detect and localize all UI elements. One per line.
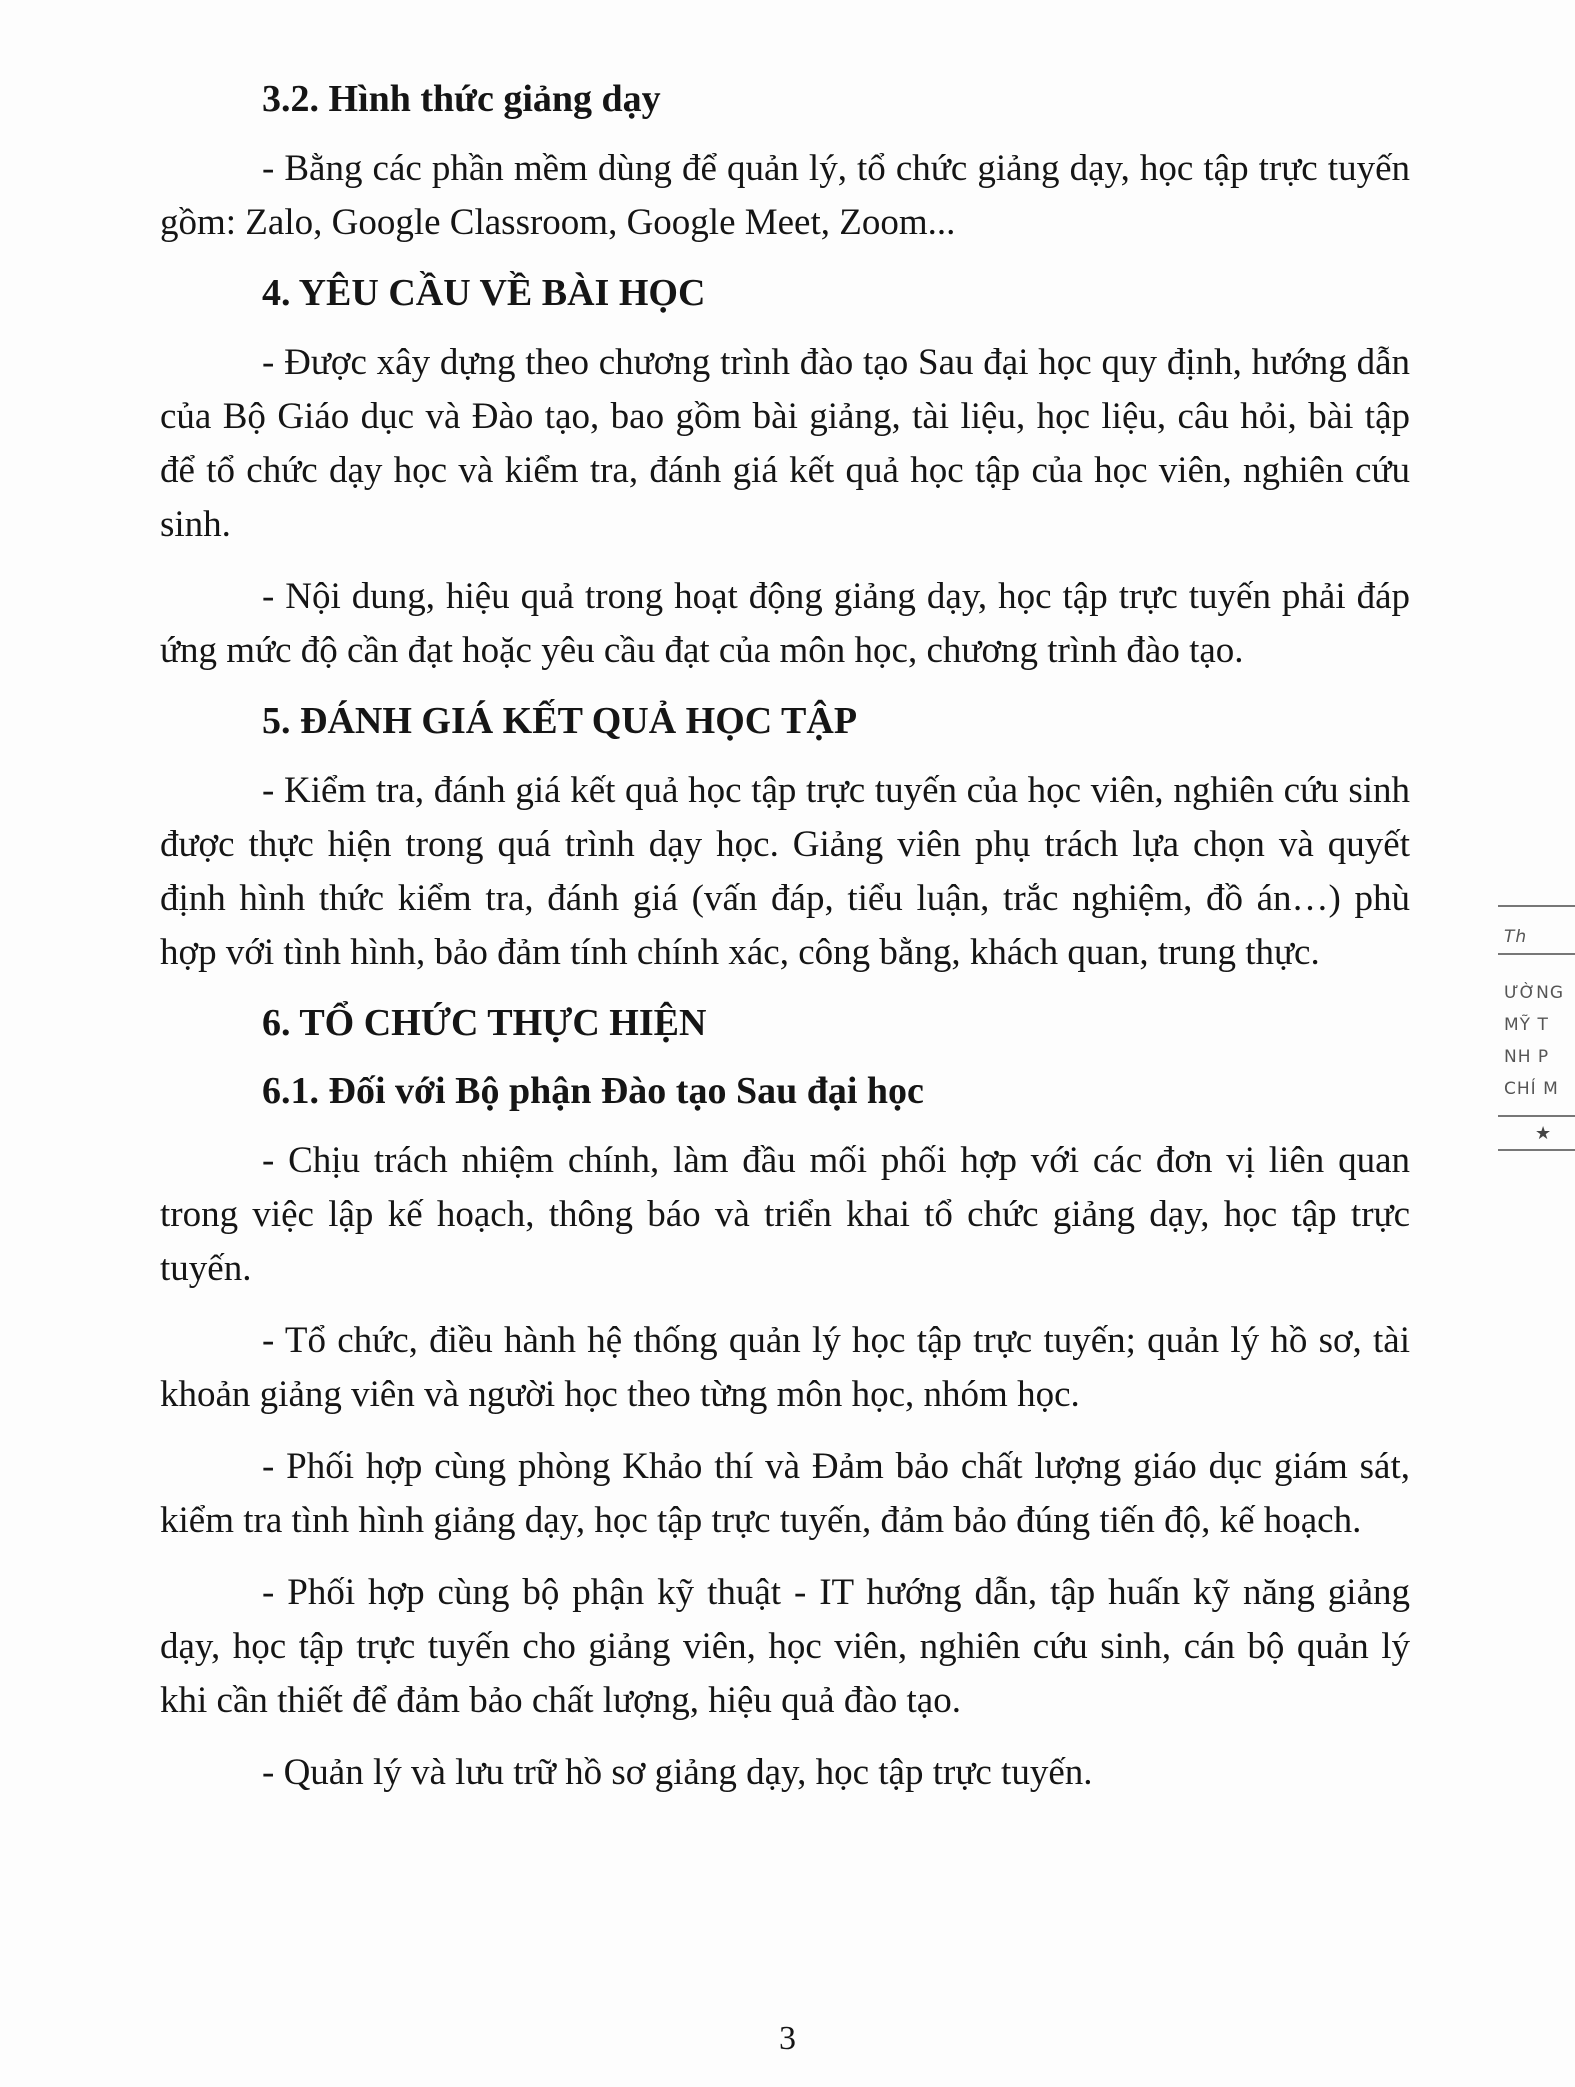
stamp-rule-top <box>1498 905 1575 907</box>
stamp-text-1: Th <box>1504 927 1528 947</box>
section-4-paragraph-2: - Nội dung, hiệu quả trong hoạt động giảng dạy, học tập trực tuyến phải đáp ứng mức độ cần đạt hoặc yêu cầu đạt của môn học, chương trình đào tạo. <box>160 576 1410 671</box>
stamp-rule-bottom <box>1498 1149 1575 1151</box>
star-icon: ★ <box>1535 1123 1552 1144</box>
stamp-text-5: CHÍ M <box>1504 1079 1559 1099</box>
section-4-paragraph-1: - Được xây dựng theo chương trình đào tạo Sau đại học quy định, hướng dẫn của Bộ Giáo dục và Đào tạo, bao gồm bài giảng, tài liệu, học liệu, câu hỏi, bài tập để tổ chức dạy học và kiểm tra, đánh giá kết quả học tập của học viên, nghiên cứu sinh. <box>160 342 1410 545</box>
section-6-1-paragraph-4: - Phối hợp cùng bộ phận kỹ thuật - IT hướng dẫn, tập huấn kỹ năng giảng dạy, học tập trực tuyến cho giảng viên, học viên, nghiên cứu sinh, cán bộ quản lý khi cần thiết để đảm bảo chất lượng, hiệu quả đào tạo. <box>160 1572 1410 1721</box>
document-body <box>160 74 1410 1818</box>
section-5-paragraph: - Kiểm tra, đánh giá kết quả học tập trực tuyến của học viên, nghiên cứu sinh được thực hiện trong quá trình dạy học. Giảng viên phụ trách lựa chọn và quyết định hình thức kiểm tra, đánh giá (vấn đáp, tiểu luận, trắc nghiệm, đồ án…) phù hợp với tình hình, bảo đảm tính chính xác, công bằng, khách quan, trung thực. <box>160 770 1410 973</box>
section-5-heading: 5. ĐÁNH GIÁ KẾT QUẢ HỌC TẬP <box>262 700 858 742</box>
section-3-2-heading: 3.2. Hình thức giảng dạy <box>262 78 661 120</box>
section-6-heading: 6. TỔ CHỨC THỰC HIỆN <box>262 1002 707 1044</box>
stamp-text-3: MỸ T <box>1504 1015 1549 1035</box>
section-4-heading: 4. YÊU CẦU VỀ BÀI HỌC <box>262 272 706 314</box>
section-6-1-heading: 6.1. Đối với Bộ phận Đào tạo Sau đại học <box>262 1070 924 1112</box>
section-6-1-paragraph-3: - Phối hợp cùng phòng Khảo thí và Đảm bảo chất lượng giáo dục giám sát, kiểm tra tình hình giảng dạy, học tập trực tuyến, đảm bảo đúng tiến độ, kế hoạch. <box>160 1446 1410 1541</box>
stamp-rule-upper <box>1498 953 1575 955</box>
page-number: 3 <box>779 2020 796 2057</box>
partial-stamp <box>1490 905 1575 1205</box>
stamp-text-4: NH P <box>1504 1047 1550 1067</box>
section-6-1-paragraph-1: - Chịu trách nhiệm chính, làm đầu mối phối hợp với các đơn vị liên quan trong việc lập kế hoạch, thông báo và triển khai tổ chức giảng dạy, học tập trực tuyến. <box>160 1140 1410 1289</box>
stamp-text-2: ƯỜNG <box>1504 983 1564 1003</box>
section-3-2-paragraph: - Bằng các phần mềm dùng để quản lý, tổ chức giảng dạy, học tập trực tuyến gồm: Zalo, Google Classroom, Google Meet, Zoom... <box>160 148 1410 243</box>
section-6-1-paragraph-5: - Quản lý và lưu trữ hồ sơ giảng dạy, học tập trực tuyến. <box>262 1752 1093 1793</box>
section-6-1-paragraph-2: - Tổ chức, điều hành hệ thống quản lý học tập trực tuyến; quản lý hồ sơ, tài khoản giảng viên và người học theo từng môn học, nhóm học. <box>160 1320 1410 1415</box>
stamp-rule-lower <box>1498 1115 1575 1117</box>
